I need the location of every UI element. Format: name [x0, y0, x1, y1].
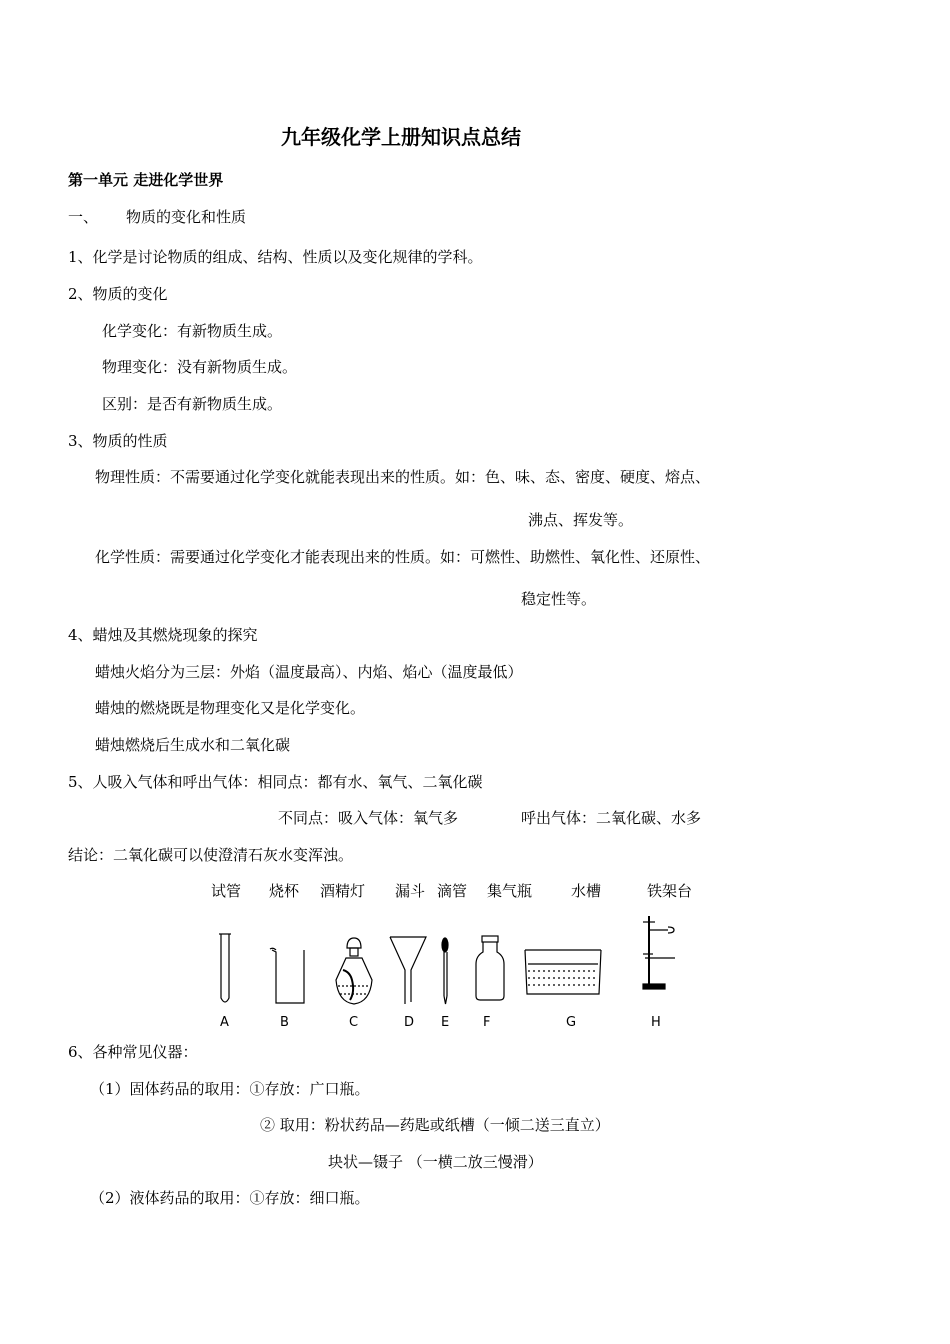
item3-chemical-line2: 稳定性等。 — [521, 590, 597, 608]
iron-stand-icon — [643, 916, 675, 989]
item2-chemical-change: 化学变化：有新物质生成。 — [102, 322, 283, 340]
alcohol-lamp-icon — [336, 938, 372, 1004]
item6-heading: 6、各种常见仪器： — [68, 1043, 198, 1061]
apparatus-name-test-tube: 试管 — [211, 882, 242, 900]
item4-line2: 蜡烛的燃烧既是物理变化又是化学变化。 — [95, 699, 366, 717]
item6-liquid-line1: （2）液体药品的取用：①存放：细口瓶。 — [90, 1189, 370, 1207]
dropper-icon — [442, 938, 448, 1004]
item4-heading: 4、蜡烛及其燃烧现象的探究 — [68, 626, 258, 644]
item5-line1: 5、人吸入气体和呼出气体：相同点：都有水、氧气、二氧化碳 — [68, 773, 483, 791]
gas-bottle-icon — [476, 936, 504, 1000]
item3-physical-line2: 沸点、挥发等。 — [528, 511, 634, 529]
item6-solid-line1: （1）固体药品的取用：①存放：广口瓶。 — [90, 1080, 370, 1098]
unit-heading: 第一单元 走进化学世界 — [68, 171, 224, 189]
item4-line3: 蜡烛燃烧后生成水和二氧化碳 — [95, 736, 291, 754]
apparatus-name-gas-bottle: 集气瓶 — [487, 882, 533, 900]
item5-conclusion: 结论：二氧化碳可以使澄清石灰水变浑浊。 — [68, 846, 354, 864]
apparatus-letter-f: F — [483, 1015, 491, 1030]
item2-physical-change: 物理变化：没有新物质生成。 — [102, 358, 298, 376]
apparatus-letter-e: E — [441, 1015, 450, 1030]
water-trough-icon — [525, 950, 601, 994]
item6-solid-line3: 块状—镊子 （一横二放三慢滑） — [328, 1153, 543, 1171]
apparatus-name-alcohol-lamp: 酒精灯 — [320, 882, 366, 900]
apparatus-letter-h: H — [651, 1015, 661, 1030]
item5-diff-label: 不同点：吸入气体：氧气多 — [278, 809, 459, 827]
beaker-icon — [270, 948, 304, 1003]
apparatus-name-funnel: 漏斗 — [395, 882, 426, 900]
item5-diff-exhale: 呼出气体：二氧化碳、水多 — [521, 809, 702, 827]
apparatus-letter-g: G — [566, 1015, 577, 1030]
item1-text: 1、化学是讨论物质的组成、结构、性质以及变化规律的学科。 — [68, 248, 483, 266]
item6-solid-line2: ② 取用：粉状药品—药匙或纸槽（一倾二送三直立） — [260, 1116, 610, 1134]
apparatus-name-beaker: 烧杯 — [269, 882, 300, 900]
apparatus-letter-b: B — [280, 1015, 289, 1030]
test-tube-icon — [219, 934, 231, 1002]
apparatus-letter-c: C — [349, 1015, 359, 1030]
apparatus-illustration — [200, 900, 720, 1040]
apparatus-letter-d: D — [404, 1015, 415, 1030]
section-one-label: 物质的变化和性质 — [126, 208, 247, 226]
item3-heading: 3、物质的性质 — [68, 432, 168, 450]
funnel-icon — [390, 937, 426, 1004]
apparatus-name-water-trough: 水槽 — [571, 882, 602, 900]
item3-chemical-line1: 化学性质：需要通过化学变化才能表现出来的性质。如：可燃性、助燃性、氧化性、还原性、 — [95, 548, 711, 566]
item2-heading: 2、物质的变化 — [68, 285, 168, 303]
item3-physical-line1: 物理性质：不需要通过化学变化就能表现出来的性质。如：色、味、态、密度、硬度、熔点、 — [95, 468, 711, 486]
apparatus-letter-a: A — [220, 1015, 229, 1030]
apparatus-name-iron-stand: 铁架台 — [647, 882, 693, 900]
document-title: 九年级化学上册知识点总结 — [281, 125, 521, 149]
apparatus-name-dropper: 滴管 — [437, 882, 468, 900]
item4-line1: 蜡烛火焰分为三层：外焰（温度最高）、内焰、焰心（温度最低） — [95, 663, 523, 681]
item2-difference: 区别：是否有新物质生成。 — [102, 395, 283, 413]
section-one-number: 一、 — [68, 208, 99, 226]
